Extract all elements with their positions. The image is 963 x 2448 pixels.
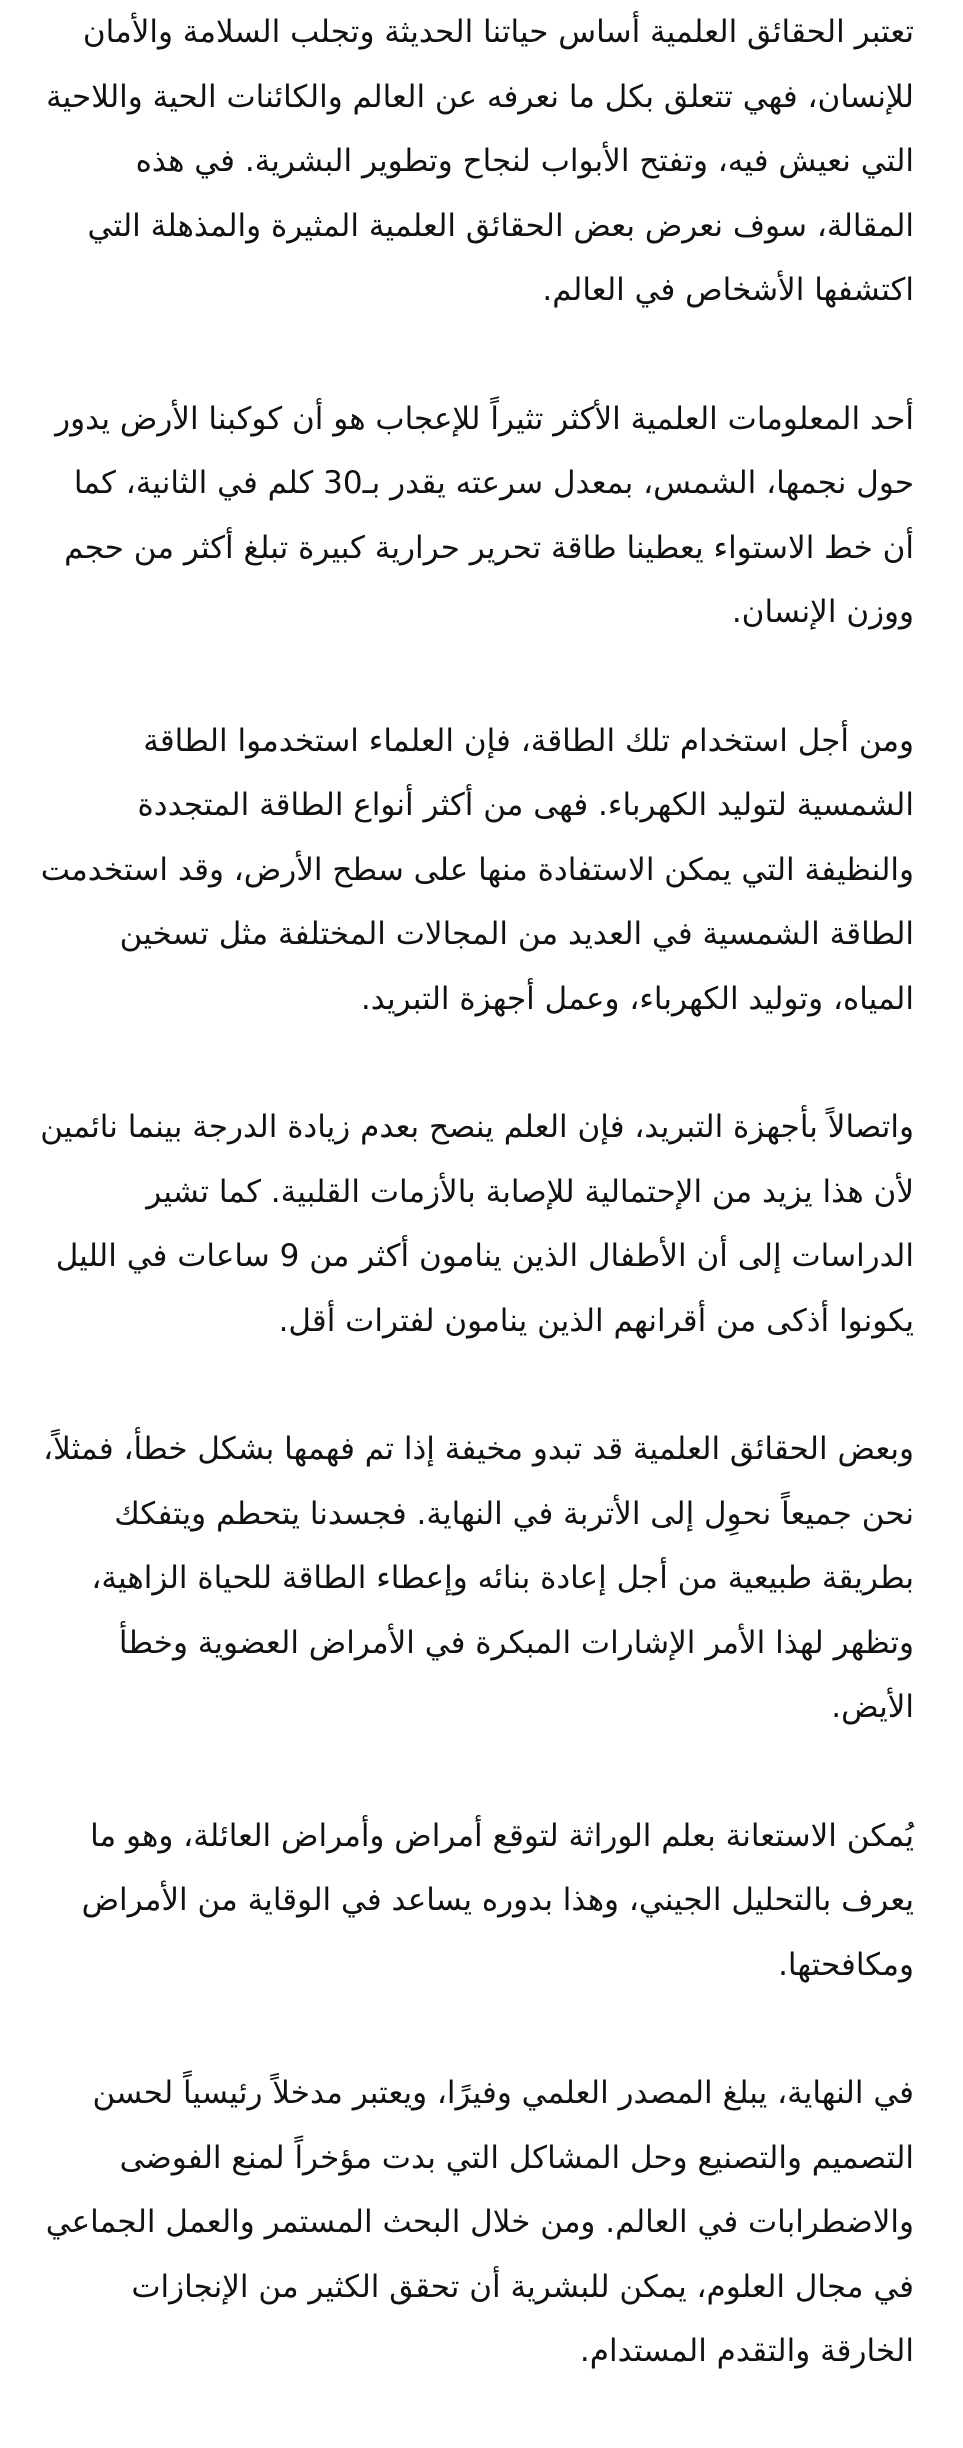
paragraph-conclusion: في النهاية، يبلغ المصدر العلمي وفيرًا، ويعتبر مدخلاً رئيسياً لحسن التصميم والتصنيع وحل المشاكل التي بدت مؤخراً لمنع الفوضى والاضطرابات في العالم. ومن خلال البحث المستمر والعمل الجماعي في مجال العلوم، يمكن للبشرية أن تحقق الكثير من الإنجازات الخارقة والتقدم المستدام. [45,2075,914,2369]
paragraph-genetics: يُمكن الاستعانة بعلم الوراثة لتوقع أمراض وأمراض العائلة، وهو ما يعرف بالتحليل الجيني، وهذا بدوره يساعد في الوقاية من الأمراض ومكافحتها. [81,1817,914,1983]
paragraph-sleep-cooling: واتصالاً بأجهزة التبريد، فإن العلم ينصح بعدم زيادة الدرجة بينما نائمين لأن هذا يزيد من الإحتمالية للإصابة بالأزمات القلبية. كما تشير الدراسات إلى أن الأطفال الذين ينامون أكثر من 9 ساعات في الليل يكونوا أذكى من أقرانهم الذين ينامون لفترات أقل. [40,1109,914,1339]
paragraph-earth-orbit: أحد المعلومات العلمية الأكثر تثيراً للإعجاب هو أن كوكبنا الأرض يدور حول نجمها، الشمس، بمعدل سرعته يقدر بـ30 كلم في الثانية، كما أن خط الاستواء يعطينا طاقة تحرير حرارية كبيرة تبلغ أكثر من حجم ووزن الإنسان. [55,400,914,630]
article-body [34,0,914,2448]
paragraph-body-decay: وبعض الحقائق العلمية قد تبدو مخيفة إذا تم فهمها بشكل خطأ، فمثلاً، نحن جميعاً نحوِل إلى الأتربة في النهاية. فجسدنا يتحطم ويتفكك بطريقة طبيعية من أجل إعادة بنائه وإعطاء الطاقة للحياة الزاهية، وتظهر لهذا الأمر الإشارات المبكرة في الأمراض العضوية وخطأ الأيض. [43,1431,914,1725]
paragraph-solar-energy: ومن أجل استخدام تلك الطاقة، فإن العلماء استخدموا الطاقة الشمسية لتوليد الكهرباء. فهى من أكثر أنواع الطاقة المتجددة والنظيفة التي يمكن الاستفادة منها على سطح الأرض، وقد استخدمت الطاقة الشمسية في العديد من المجالات المختلفة مثل تسخين المياه، وتوليد الكهرباء، وعمل أجهزة التبريد. [40,722,914,1017]
paragraph-intro: تعتبر الحقائق العلمية أساس حياتنا الحديثة وتجلب السلامة والأمان للإنسان، فهي تتعلق بكل ما نعرفه عن العالم والكائنات الحية واللاحية التي نعيش فيه، وتفتح الأبواب لنجاح وتطوير البشرية. في هذه المقالة، سوف نعرض بعض الحقائق العلمية المثيرة والمذهلة التي اكتشفها الأشخاص في العالم. [46,14,914,308]
